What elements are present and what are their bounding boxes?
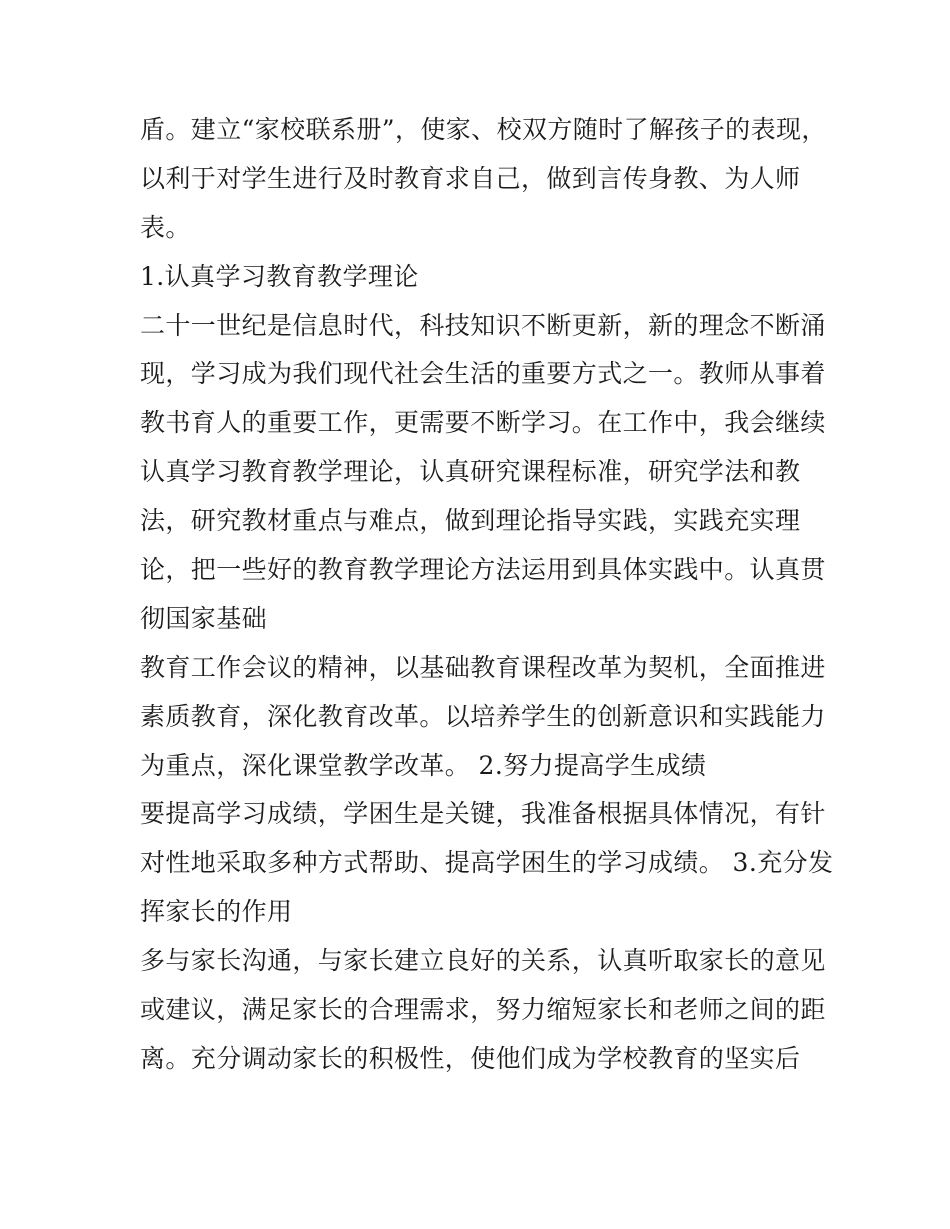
text-line: 论，把一些好的教育教学理论方法运用到具体实践中。认真贯 bbox=[140, 555, 826, 585]
text-line: 法，研究教材重点与难点，做到理论指导实践，实践充实理 bbox=[140, 506, 801, 536]
text-line: 教育工作会议的精神，以基础教育课程改革为契机，全面推进 bbox=[140, 652, 826, 682]
text-line: 要提高学习成绩，学困生是关键，我准备根据具体情况，有针 bbox=[140, 799, 826, 829]
text-line: 或建议，满足家长的合理需求，努力缩短家长和老师之间的距 bbox=[140, 995, 826, 1025]
section-heading: 1.认真学习教育教学理论 bbox=[140, 261, 419, 291]
document-body bbox=[140, 106, 834, 1084]
text-line: 为重点，深化课堂教学改革。 2.努力提高学生成绩 bbox=[140, 750, 707, 780]
text-line: 认真学习教育教学理论，认真研究课程标准，研究学法和教 bbox=[140, 457, 801, 487]
text-line: 现，学习成为我们现代社会生活的重要方式之一。教师从事着 bbox=[140, 359, 826, 389]
text-line: 彻国家基础 bbox=[140, 603, 268, 633]
text-line: 以利于对学生进行及时教育求自己，做到言传身教、为人师 bbox=[140, 163, 801, 193]
text-line: 教书育人的重要工作，更需要不断学习。在工作中，我会继续 bbox=[140, 408, 826, 438]
text-line: 对性地采取多种方式帮助、提高学困生的学习成绩。 3.充分发 bbox=[140, 848, 834, 878]
text-line: 离。充分调动家长的积极性，使他们成为学校教育的坚实后 bbox=[140, 1043, 801, 1073]
text-line: 素质教育，深化教育改革。以培养学生的创新意识和实践能力 bbox=[140, 701, 826, 731]
text-line: 挥家长的作用 bbox=[140, 897, 293, 927]
text-line: 多与家长沟通，与家长建立良好的关系，认真听取家长的意见 bbox=[140, 946, 826, 976]
text-line: 盾。建立“家校联系册”，使家、校双方随时了解孩子的表现， bbox=[140, 115, 827, 144]
text-line: 表。 bbox=[140, 212, 191, 242]
text-line: 二十一世纪是信息时代，科技知识不断更新，新的理念不断涌 bbox=[140, 310, 826, 340]
